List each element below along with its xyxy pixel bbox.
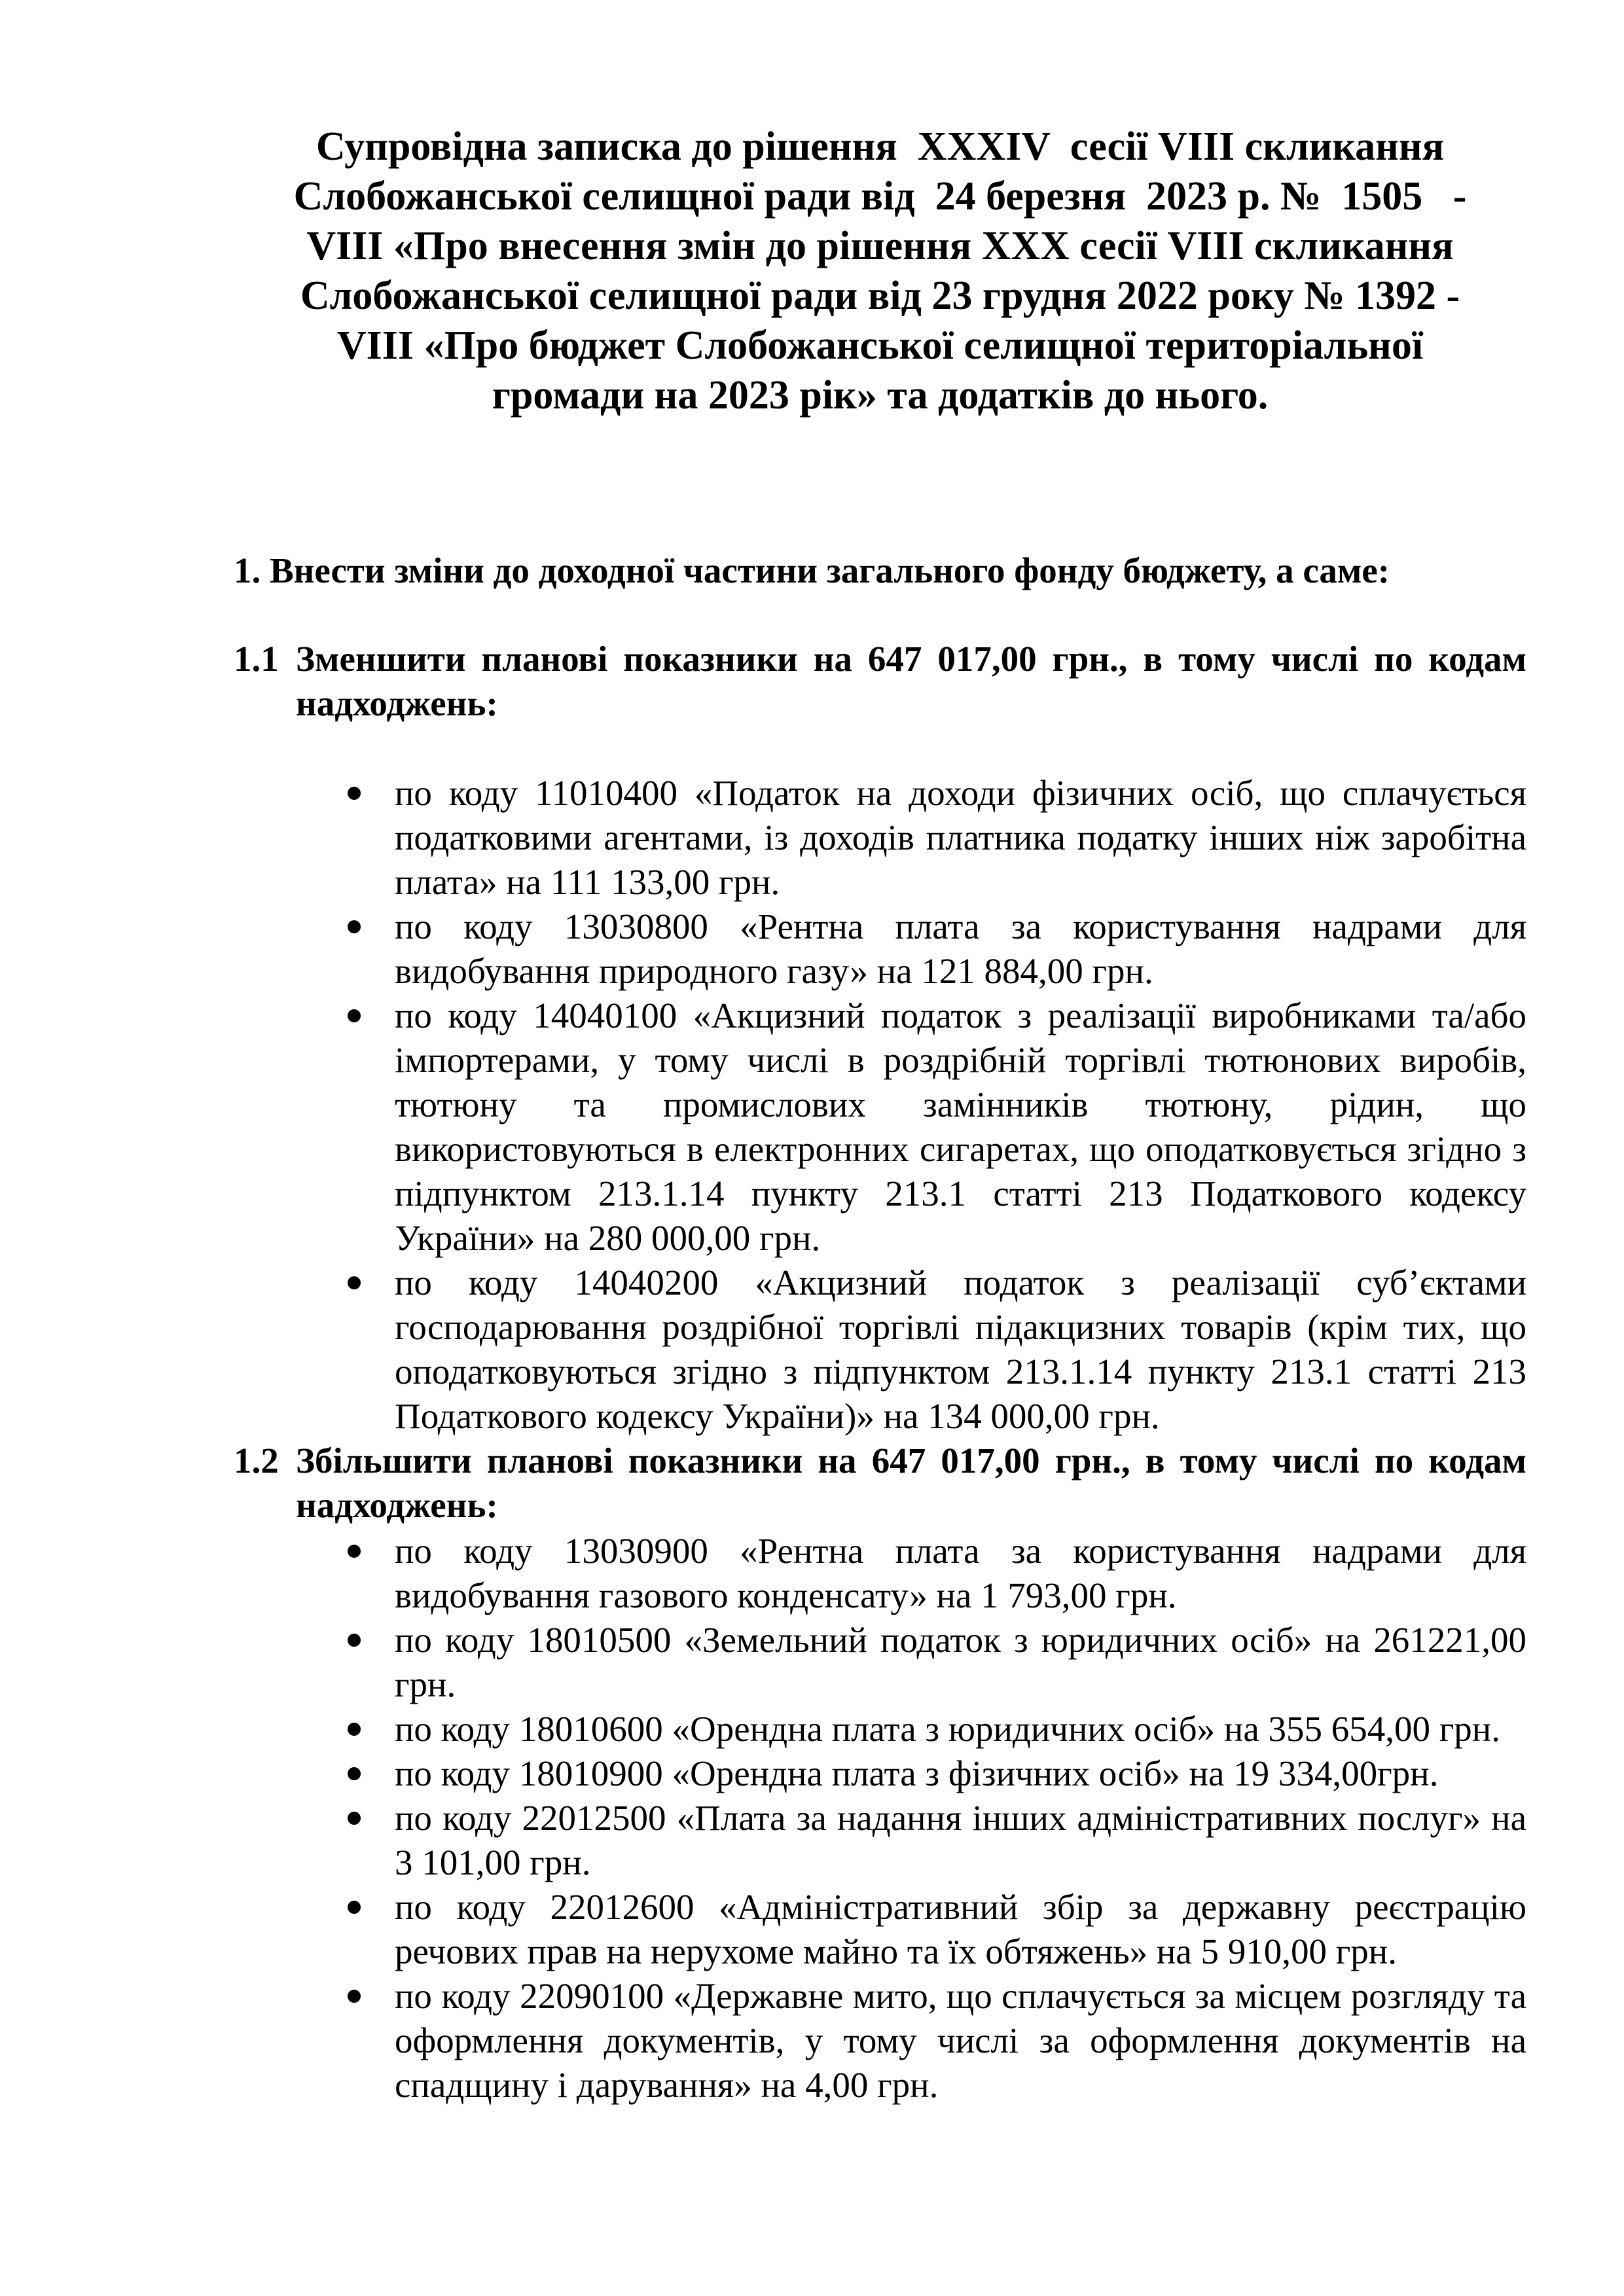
bullet-icon (348, 920, 361, 933)
list-item-text: по коду 14040200 «Акцизний податок з реалізації суб’єктами господарювання роздрібної торгівлі підакцизних товарів (крім тих, що оподатковуються згідно з підпунктом 213.1.14 пункту 213.1 статті 213 Податкового кодексу України)» на 134 000,00 грн. (395, 1263, 1526, 1436)
bullet-icon (348, 787, 361, 800)
subsection-number: 1.2 (234, 1441, 279, 1480)
list-item-text: по коду 18010900 «Орендна плата з фізичних осіб» на 19 334,00грн. (395, 1753, 1439, 1793)
title-line: Слобожанської селищної ради від 24 березня 2023 р. № 1505 - (293, 174, 1467, 219)
list-item-text: по коду 13030800 «Рентна плата за користування надрами для видобування природного газу» на 121 884,00 грн. (395, 906, 1526, 991)
subsection-text: Збільшити планові показники на 647 017,00 грн., в тому числі по кодам надходжень: (296, 1441, 1526, 1525)
list-item-text: по коду 22012500 «Плата за надання інших адміністративних послуг» на 3 101,00 грн. (395, 1798, 1526, 1882)
bullet-icon (348, 1990, 361, 2003)
bullet-icon (348, 1009, 361, 1022)
list-item-text: по коду 18010600 «Орендна плата з юридичних осіб» на 355 654,00 грн. (395, 1709, 1500, 1749)
increase-codes-list (395, 1529, 1526, 2108)
list-item (395, 1974, 1526, 2108)
list-item (395, 994, 1526, 1261)
list-item-text: по коду 22090100 «Державне мито, що сплачується за місцем розгляду та оформлення документів, у тому числі за оформлення документів на спадщину і дарування» на 4,00 грн. (395, 1976, 1526, 2105)
subsection-text: Зменшити планові показники на 647 017,00 грн., в тому числі по кодам надходжень: (296, 639, 1526, 723)
list-item (395, 905, 1526, 994)
list-item (395, 1796, 1526, 1885)
section-1-heading: 1. Внести зміни до доходної частини загального фонду бюджету, а саме: (234, 550, 1390, 590)
list-item (395, 771, 1526, 905)
subsection-1-1-heading (234, 637, 1526, 726)
list-item-text: по коду 22012600 «Адміністративний збір за державну реєстрацію речових прав на нерухоме майно та їх обтяжень» на 5 910,00 грн. (395, 1887, 1526, 1971)
title-line: громади на 2023 рік» та додатків до нього. (492, 373, 1269, 418)
list-item-text: по коду 18010500 «Земельний податок з юридичних осіб» на 261221,00 грн. (395, 1620, 1526, 1704)
title-line: Супровідна записка до рішення XXXIV сесії VIII скликання (316, 124, 1445, 169)
bullet-icon (348, 1812, 361, 1825)
bullet-icon (348, 1901, 361, 1914)
bullet-icon (348, 1634, 361, 1647)
title-line: Слобожанської селищної ради від 23 грудня 2022 року № 1392 - (300, 274, 1460, 318)
subsection-1-2-heading (234, 1439, 1526, 1528)
list-item-text: по коду 13030900 «Рентна плата за користування надрами для видобування газового конденсату» на 1 793,00 грн. (395, 1531, 1526, 1615)
list-item (395, 1885, 1526, 1974)
bullet-icon (348, 1276, 361, 1289)
bullet-icon (348, 1723, 361, 1736)
document-title (234, 122, 1526, 420)
list-item-text: по коду 11010400 «Податок на доходи фізичних осіб, що сплачується податковими агентами, із доходів платника податку інших ніж заробітна плата» на 111 133,00 грн. (395, 773, 1526, 902)
subsection-number: 1.1 (234, 639, 279, 679)
title-line: VIII «Про бюджет Слобожанської селищної територіальної (336, 323, 1424, 368)
list-item (395, 1618, 1526, 1707)
list-item-text: по коду 14040100 «Акцизний податок з реалізації виробниками та/або імпортерами, у тому числі в роздрібній торгівлі тютюнових виробів, тютюну та промислових замінників тютюну, рідин, що використовуються в електронних сигаретах, що оподатковується згідно з підпунктом 213.1.14 пункту 213.1 статті 213 Податкового кодексу України» на 280 000,00 грн. (395, 996, 1526, 1258)
bullet-icon (348, 1545, 361, 1558)
title-line: VIII «Про внесення змін до рішення XXX сесії VIII скликання (306, 224, 1454, 268)
list-item (395, 1751, 1526, 1796)
list-item (395, 1707, 1526, 1751)
list-item (395, 1261, 1526, 1439)
decrease-codes-list (395, 771, 1526, 1439)
bullet-icon (348, 1767, 361, 1780)
list-item (395, 1529, 1526, 1618)
